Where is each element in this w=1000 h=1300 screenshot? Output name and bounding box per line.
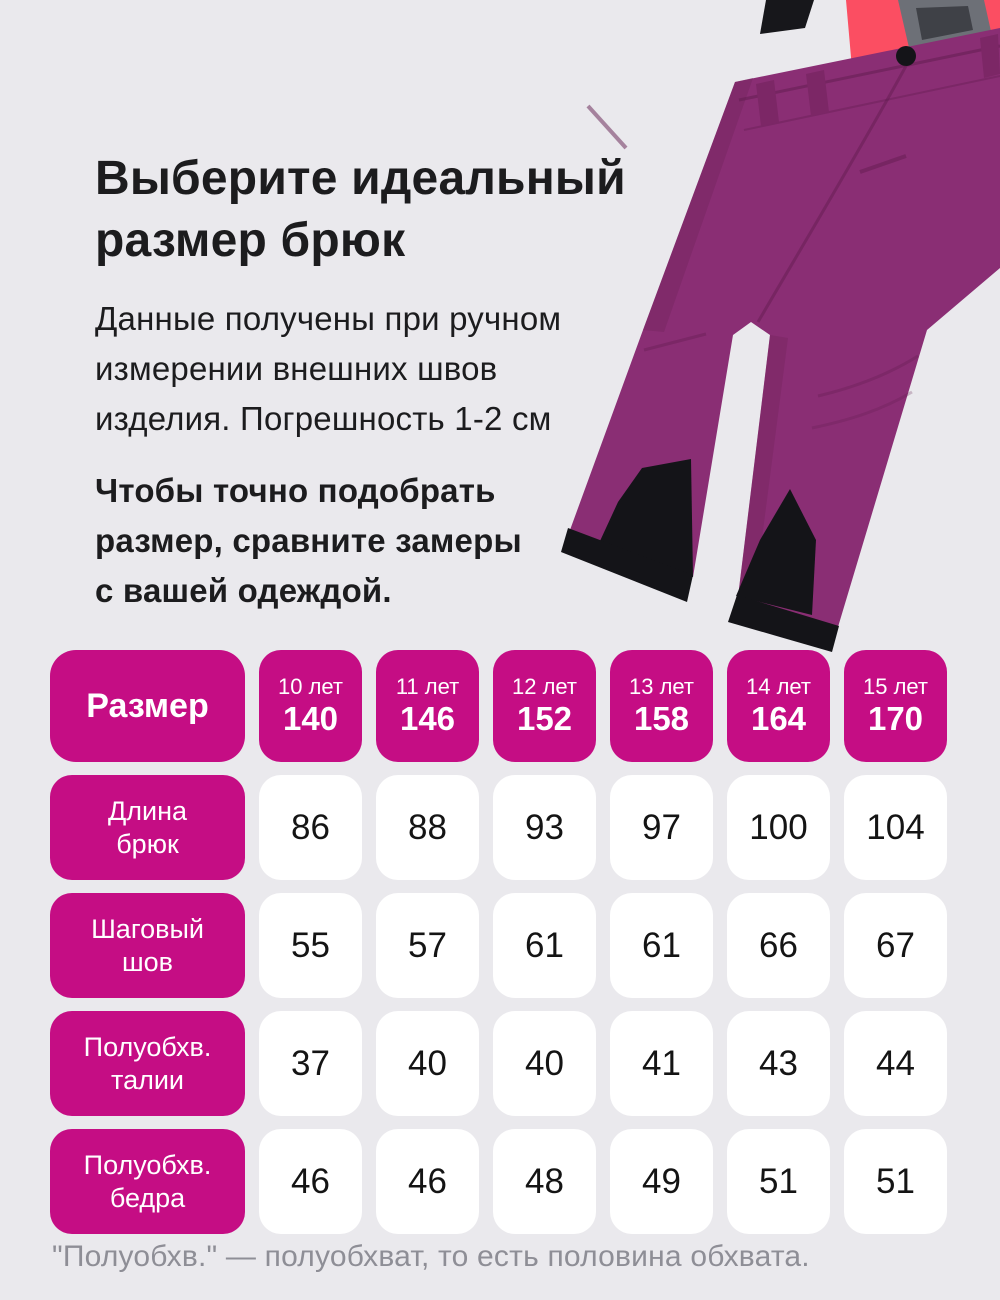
- row-label-pants-length: [50, 775, 245, 880]
- page-title: [95, 148, 635, 272]
- measurement-subtitle: [95, 294, 635, 444]
- table-value: 46: [259, 1129, 362, 1234]
- row-label-half-hip: [50, 1129, 245, 1234]
- table-value: 66: [727, 893, 830, 998]
- page-title-line-1: Выберите идеальный: [95, 152, 626, 205]
- compare-note: [95, 466, 635, 616]
- row-label-line: шов: [121, 946, 174, 977]
- note-line-2: размер, сравните замеры: [95, 522, 522, 559]
- table-value: 97: [610, 775, 713, 880]
- table-value: 61: [493, 893, 596, 998]
- subtitle-line-3: изделия. Погрешность 1-2 см: [95, 400, 552, 437]
- table-header-col-164: [727, 650, 830, 762]
- table-value: 61: [610, 893, 713, 998]
- col-size-label: 152: [516, 700, 573, 737]
- table-value: 51: [727, 1129, 830, 1234]
- table-value: 93: [493, 775, 596, 880]
- table-value: 55: [259, 893, 362, 998]
- row-label-half-waist: [50, 1011, 245, 1116]
- table-value: 46: [376, 1129, 479, 1234]
- table-value: 48: [493, 1129, 596, 1234]
- col-size-label: 140: [282, 700, 339, 737]
- col-size-label: 158: [633, 700, 690, 737]
- intro-block: [95, 148, 635, 616]
- row-label-line: Длина: [107, 795, 188, 826]
- col-age-label: 12 лет: [511, 674, 577, 699]
- col-age-label: 15 лет: [862, 674, 928, 699]
- col-size-label: 170: [867, 700, 924, 737]
- table-value: 40: [376, 1011, 479, 1116]
- suspender-strap-left: [760, 0, 814, 34]
- row-label-line: брюк: [116, 828, 179, 859]
- row-label-inseam: [50, 893, 245, 998]
- col-size-label: 164: [750, 700, 807, 737]
- size-table: [50, 650, 947, 1234]
- subtitle-line-2: измерении внешних швов: [95, 350, 498, 387]
- col-age-label: 10 лет: [277, 674, 343, 699]
- row-label-line: Полуобхв.: [83, 1149, 212, 1180]
- col-age-label: 14 лет: [745, 674, 811, 699]
- snap-button: [896, 46, 916, 66]
- table-header-col-140: [259, 650, 362, 762]
- row-label-line: бедра: [109, 1182, 186, 1213]
- table-value: 86: [259, 775, 362, 880]
- table-value: 44: [844, 1011, 947, 1116]
- col-size-label: 146: [399, 700, 456, 737]
- col-age-label: 11 лет: [395, 674, 460, 699]
- page-title-line-2: размер брюк: [95, 214, 406, 267]
- table-header-col-146: [376, 650, 479, 762]
- col-age-label: 13 лет: [628, 674, 694, 699]
- table-value: 57: [376, 893, 479, 998]
- table-value: 51: [844, 1129, 947, 1234]
- table-value: 67: [844, 893, 947, 998]
- table-value: 37: [259, 1011, 362, 1116]
- table-value: 100: [727, 775, 830, 880]
- table-header-size-label: Размер: [50, 650, 245, 762]
- table-header-col-158: [610, 650, 713, 762]
- table-value: 40: [493, 1011, 596, 1116]
- table-header-col-152: [493, 650, 596, 762]
- subtitle-line-1: Данные получены при ручном: [95, 300, 562, 337]
- note-line-3: с вашей одеждой.: [95, 572, 392, 609]
- row-label-line: Шаговый: [91, 913, 204, 944]
- row-label-line: талии: [111, 1064, 184, 1095]
- table-value: 104: [844, 775, 947, 880]
- table-value: 43: [727, 1011, 830, 1116]
- note-line-1: Чтобы точно подобрать: [95, 472, 496, 509]
- table-header-col-170: [844, 650, 947, 762]
- table-value: 41: [610, 1011, 713, 1116]
- row-label-line: Полуобхв.: [83, 1031, 212, 1062]
- table-value: 49: [610, 1129, 713, 1234]
- table-value: 88: [376, 775, 479, 880]
- footnote: "Полуобхв." — полуобхват, то есть половина обхвата.: [52, 1240, 810, 1273]
